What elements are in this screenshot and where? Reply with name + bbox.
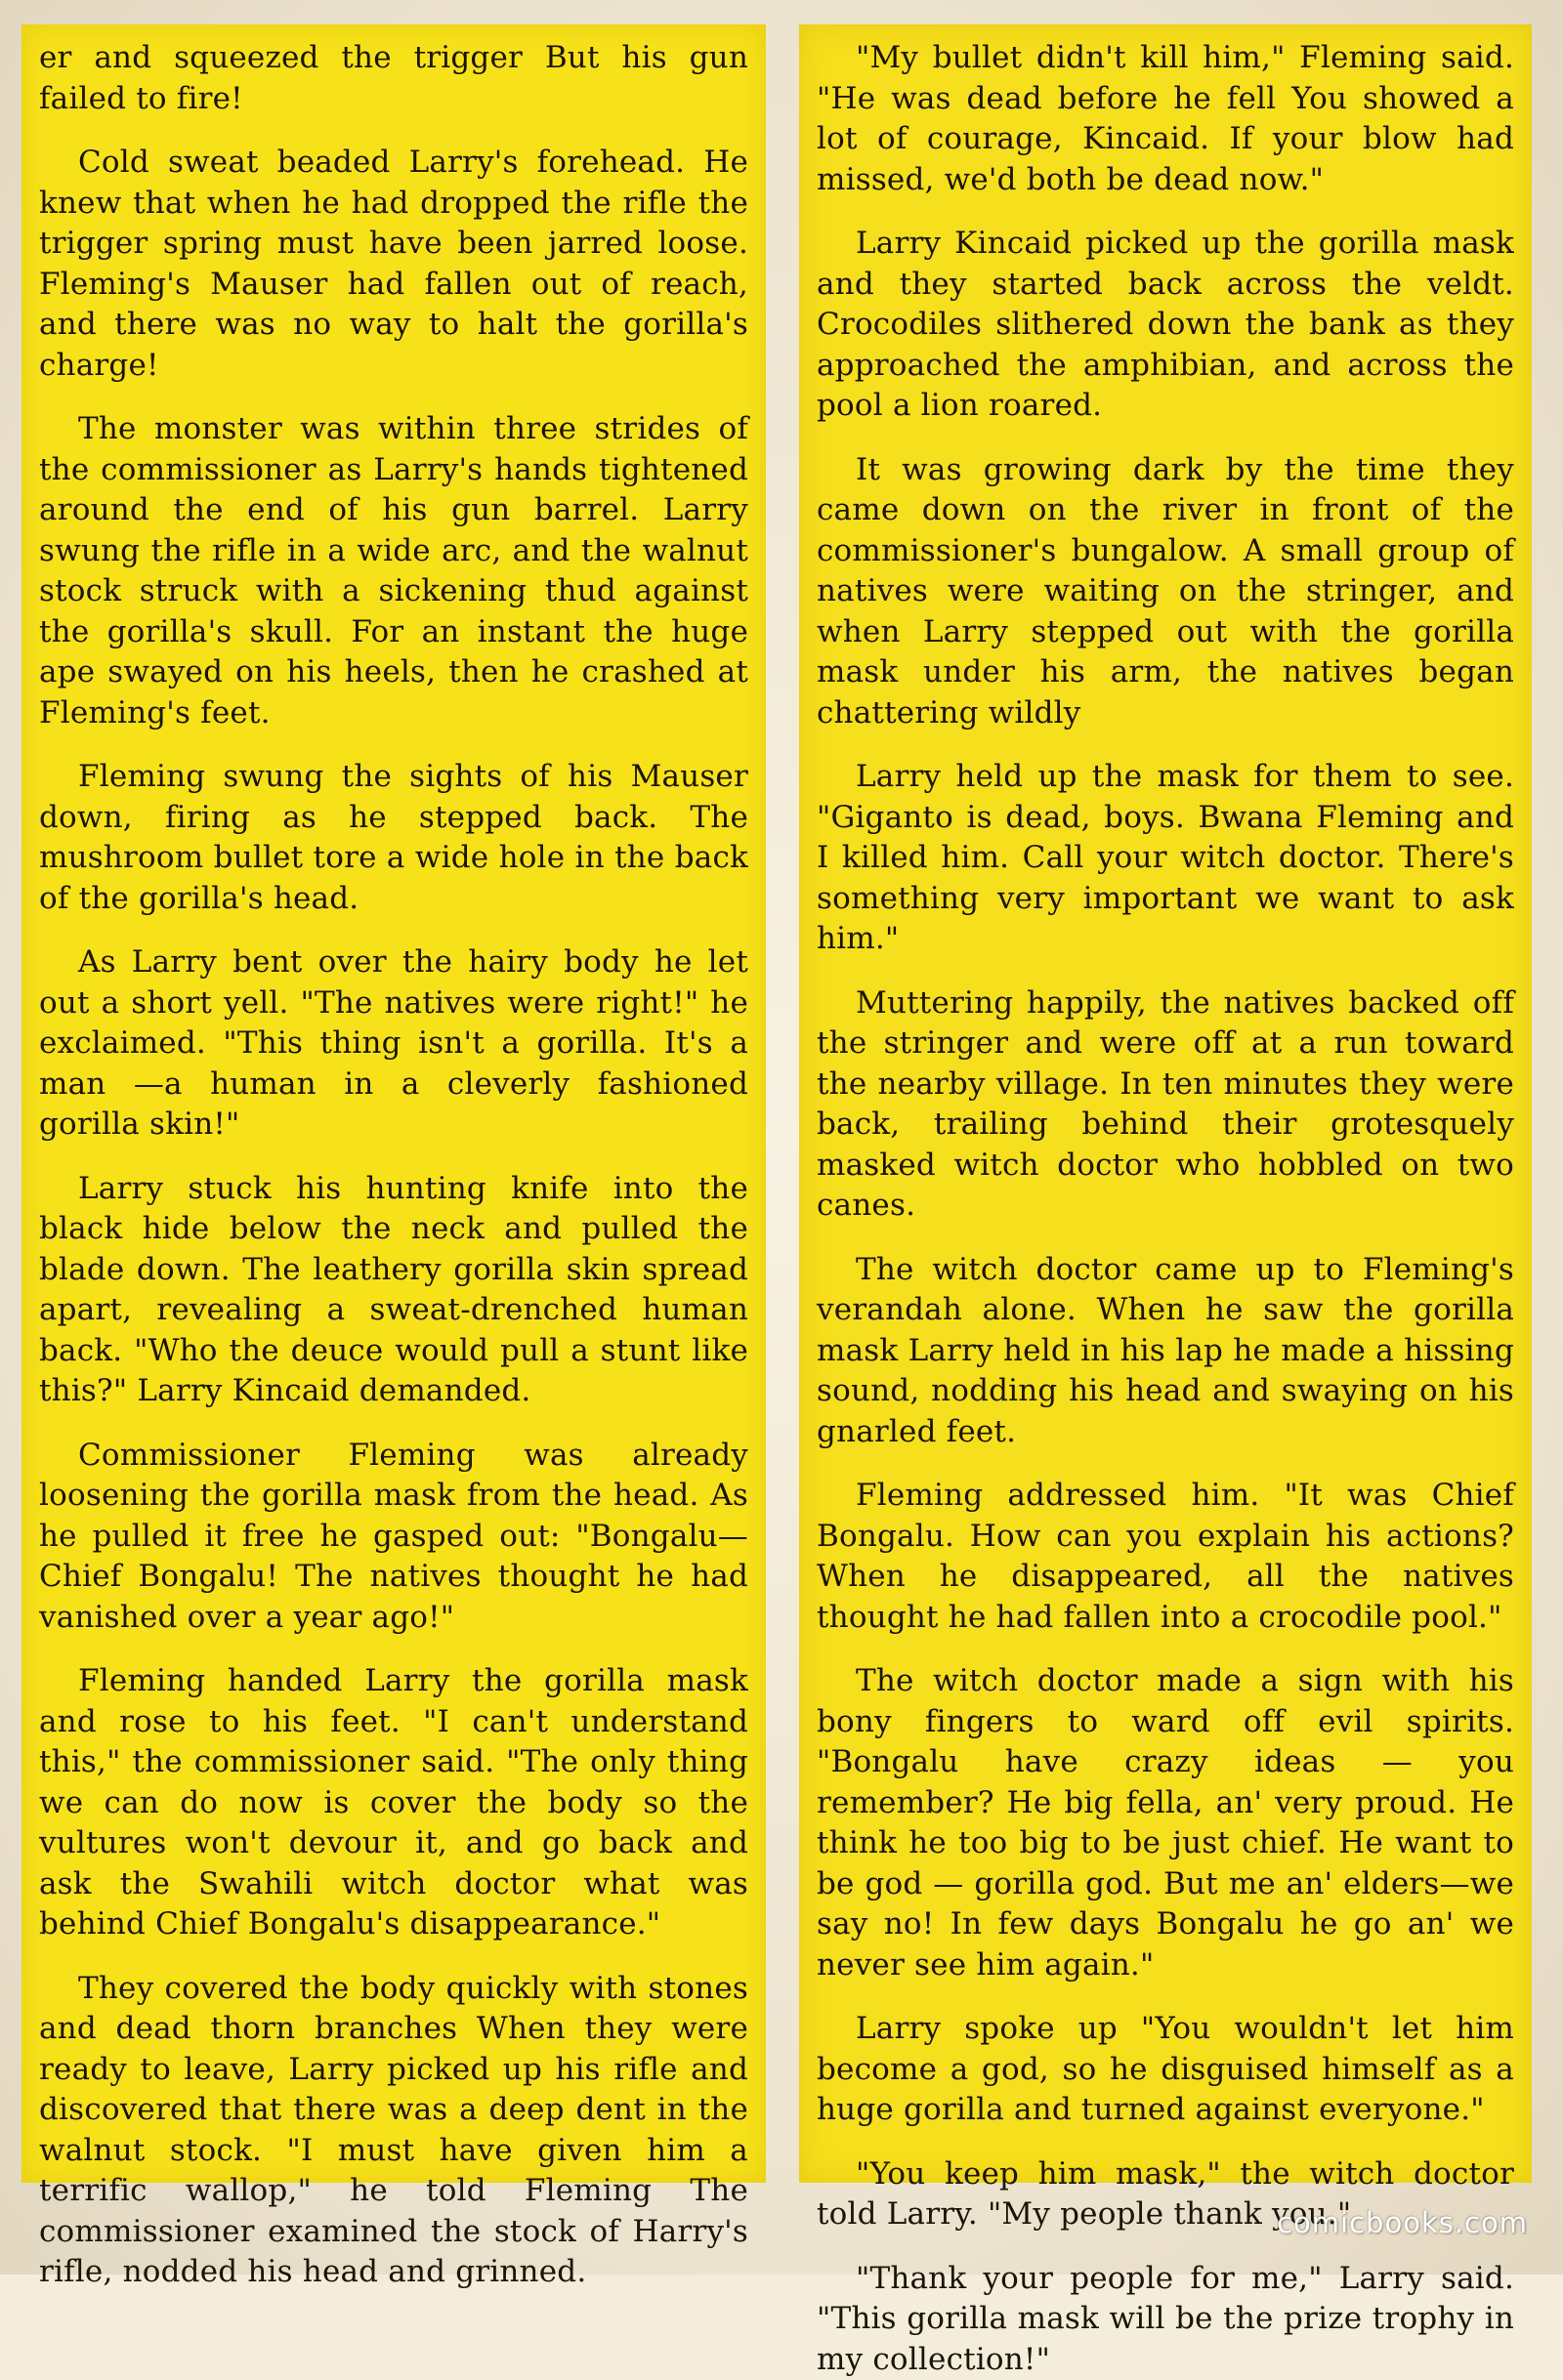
paragraph: Larry Kincaid picked up the gorilla mask and they started back across the veldt. Crocodiles slithered down the bank as they approached the amphibian, and across the pool a lion roared. <box>817 224 1514 427</box>
watermark-text: comicbooks.com <box>1277 2206 1528 2239</box>
paragraph: The witch doctor made a sign with his bony fingers to ward off evil spirits. "Bongalu have crazy ideas — you remember? He big fella, an' very proud. He think he too big to be just chief. He want to be god — gorilla god. But me an' elders—we say no! In few days Bongalu he go an' we never see him again." <box>817 1661 1514 1985</box>
paragraph: "Thank your people for me," Larry said. "This gorilla mask will be the prize trophy in my collection!" <box>817 2259 1514 2380</box>
paragraph: "You keep him mask," the witch doctor told Larry. "My people thank you." <box>817 2154 1514 2235</box>
paragraph: Fleming swung the sights of his Mauser down, firing as he stepped back. The mushroom bullet tore a wide hole in the back of the gorilla's head. <box>39 757 748 919</box>
paragraph: As Larry bent over the hairy body he let out a short yell. "The natives were right!" he exclaimed. "This thing isn't a gorilla. It's a man —a human in a cleverly fashioned gorilla skin!" <box>39 942 748 1146</box>
left-text-column <box>21 24 766 2183</box>
paragraph: Larry stuck his hunting knife into the black hide below the neck and pulled the blade down. The leathery gorilla skin spread apart, revealing a sweat-drenched human back. "Who the deuce would pull a stunt like this?" Larry Kincaid demanded. <box>39 1169 748 1412</box>
paragraph: Larry spoke up "You wouldn't let him become a god, so he disguised himself as a huge gorilla and turned against everyone." <box>817 2009 1514 2131</box>
paragraph: Larry held up the mask for them to see. "Giganto is dead, boys. Bwana Fleming and I killed him. Call your witch doctor. There's something very important we want to ask him." <box>817 757 1514 960</box>
paragraph: er and squeezed the trigger But his gun failed to fire! <box>39 38 748 119</box>
paragraph: The monster was within three strides of the commissioner as Larry's hands tightened around the end of his gun barrel. Larry swung the rifle in a wide arc, and the walnut stock struck with a sickening thud against the gorilla's skull. For an instant the huge ape swayed on his heels, then he crashed at Fleming's feet. <box>39 409 748 733</box>
paragraph: Fleming addressed him. "It was Chief Bongalu. How can you explain his actions? When he disappeared, all the natives thought he had fallen into a crocodile pool." <box>817 1476 1514 1638</box>
paragraph: It was growing dark by the time they came down on the river in front of the commissioner's bungalow. A small group of natives were waiting on the stringer, and when Larry stepped out with the gorilla mask under his arm, the natives began chattering wildly <box>817 450 1514 734</box>
paragraph: Muttering happily, the natives backed off the stringer and were off at a run toward the nearby village. In ten minutes they were back, trailing behind their grotesquely masked witch doctor who hobbled on two canes. <box>817 983 1514 1227</box>
paragraph: They covered the body quickly with stones and dead thorn branches When they were ready to leave, Larry picked up his rifle and discovered that there was a deep dent in the walnut stock. "I must have given him a terrific wallop," he told Fleming The commissioner examined the stock of Harry's rifle, nodded his head and grinned. <box>39 1969 748 2293</box>
paragraph: "My bullet didn't kill him," Fleming said. "He was dead before he fell You showed a lot of courage, Kincaid. If your blow had missed, we'd both be dead now." <box>817 38 1514 200</box>
paragraph: Fleming handed Larry the gorilla mask and rose to his feet. "I can't understand this," the commissioner said. "The only thing we can do now is cover the body so the vultures won't devour it, and go back and ask the Swahili witch doctor what was behind Chief Bongalu's disappearance." <box>39 1661 748 1945</box>
paragraph: Commissioner Fleming was already loosening the gorilla mask from the head. As he pulled it free he gasped out: "Bongalu—Chief Bongalu! The natives thought he had vanished over a year ago!" <box>39 1436 748 1639</box>
right-text-column <box>799 24 1532 2183</box>
paragraph: The witch doctor came up to Fleming's verandah alone. When he saw the gorilla mask Larry held in his lap he made a hissing sound, nodding his head and swaying on his gnarled feet. <box>817 1250 1514 1453</box>
paragraph: Cold sweat beaded Larry's forehead. He knew that when he had dropped the rifle the trigger spring must have been jarred loose. Fleming's Mauser had fallen out of reach, and there was no way to halt the gorilla's charge! <box>39 143 748 386</box>
